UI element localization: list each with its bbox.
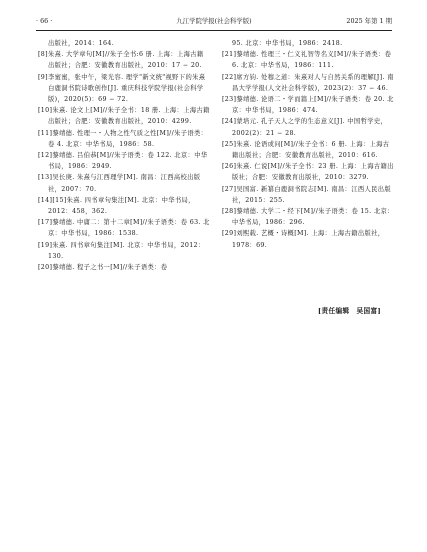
reference-entry: [10]朱熹. 论文上[M]//朱子全书：18 册. 上海：上海古籍出版社；合肥：安徽教育出版社，2010：4299. (38, 107, 210, 126)
reference-entry: 出版社，2014：164. (48, 40, 115, 47)
responsible-editor: [责任编辑 吴国富] (318, 307, 381, 315)
reference-entry: [14][15]朱熹. 四书章句集注[M]. 北京：中华书局，2012：458，362. (38, 196, 195, 216)
reference-entry: [22]席方钧. 处穆之道：朱熹对人与自然关系的理解[J]. 南昌大学学报(人文社会科学版)，2023(2)：37 − 46. (222, 73, 394, 92)
reference-entry: [13]吴长庚. 朱熹与江西理学[M]. 南昌：江西高校出版社，2007：70. (38, 174, 201, 193)
reference-entry: [24]蒙培元. 孔子天人之学的生态意义[J]. 中国哲学史，2002(2)：21 − 28. (222, 118, 388, 137)
reference-entry: [12]黎靖德. 吕伯恭[M]//朱子语类：卷 122. 北京：中华书局，1986：2949. (38, 152, 208, 171)
reference-entry: [21]黎靖德. 性理三・仁义礼智等名义[M]//朱子语类：卷 6. 北京：中华书局，1986：111. (222, 51, 392, 70)
reference-entry: 95. 北京：中华书局，1986：2418. (232, 40, 343, 47)
reference-entry: [17]黎靖德. 中庸二：第十二章[M]//朱子语类：卷 63. 北京：中华书局，1986：1538. (38, 219, 210, 238)
reference-entry: [23]黎靖德. 论语二・学而篇上[M]//朱子语类：卷 20. 北京：中华书局，1986：474. (222, 96, 394, 115)
reference-entry: [9]李蜜蜜，张中午，梁光容. 理学"新文统"视野下的朱熹白鹿洞书院诗歌创作[J]. 重庆科技学院学报(社会科学版)，2020(5)：69 − 72. (38, 73, 206, 104)
issue-number: 2025 年第 1 期 (346, 17, 392, 25)
reference-entry: [20]黎靖德. 程子之书一[M]//朱子语类：卷 (38, 264, 168, 272)
references-right-column (222, 38, 394, 251)
reference-entry: [28]黎靖德. 大学二・经下[M]//朱子语类：卷 15. 北京：中华书局，1986：296. (222, 208, 394, 227)
page-number: · 66 · (36, 17, 53, 25)
reference-entry: [26]朱熹. 仁说[M]//朱子全书：23 册. 上海：上海古籍出版社；合肥：安徽教育出版社，2010：3279. (222, 163, 394, 182)
header-rule (36, 30, 392, 31)
reference-entry: [29]刘熙载. 艺概・诗概[M]. 上海：上海古籍出版社，1978：69. (222, 230, 385, 249)
page-header (36, 14, 392, 28)
reference-entry: [19]朱熹. 四书章句集注[M]. 北京：中华书局，2012：130. (38, 241, 205, 260)
reference-entry: [27]吴国富. 新纂白鹿洞书院志[M]. 南昌：江西人民出版社，2015：255. (222, 185, 392, 204)
journal-title: 九江学院学报(社会科学版) (176, 17, 252, 25)
reference-entry: [11]黎靖德. 性理一・人物之性气质之性[M]//朱子语类：卷 4. 北京：中华书局，1986：58. (38, 129, 208, 148)
references-left-column (38, 38, 210, 273)
reference-entry: [8]朱熹. 大学章句[M]//朱子全书:6 册. 上海：上海古籍出版社；合肥：安徽教育出版社，2010：17 − 20. (38, 51, 204, 70)
reference-entry: [25]朱熹. 论语或问[M]//朱子全书：6 册. 上海：上海古籍出版社；合肥：安徽教育出版社，2010：616. (222, 140, 390, 160)
